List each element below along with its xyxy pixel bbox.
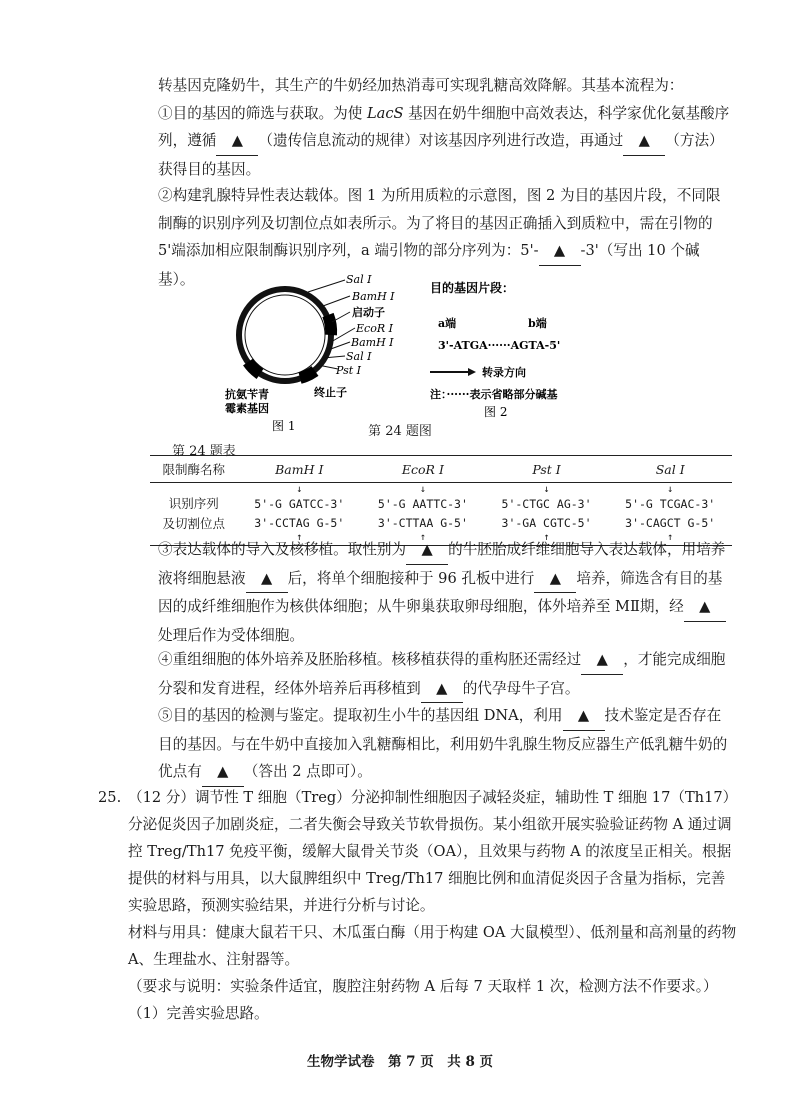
figure2-caption: 图 2 [484,405,508,419]
table-header-row [150,456,732,483]
cut-down-icon: ↓ [543,484,550,495]
terminator-block [300,371,315,378]
sequence-cell: ↓ 5'-G GATCC-3' 3'-CCTAG G-5' ↑ [237,483,361,546]
sequence-cell: ↓ 5'-CTGC AG-3' 3'-GA CGTC-5' ↑ [485,483,609,546]
figure1-caption: 图 1 [272,419,296,433]
label-sal-bottom: Sal Ⅰ [346,350,372,363]
enzyme-name: EcoR Ⅰ [361,456,485,483]
blank-11: ▲ [202,758,244,787]
enzyme-name: Pst Ⅰ [485,456,609,483]
label-bamh-bottom: BamH Ⅰ [351,336,394,349]
enzyme-name: BamH Ⅰ [237,456,361,483]
blank-6: ▲ [534,565,576,594]
row-header: 限制酶名称 [150,456,237,483]
step1-text: ①目的基因的筛选与获取。为使 LacS 基因在奶牛细胞中高效表达，科学家优化氨基酸序列，遵循 [158,104,730,149]
blank-4: ▲ [406,536,448,565]
figure-group [225,270,650,445]
label-bamh-top: BamH Ⅰ [352,290,395,303]
blank-9: ▲ [421,675,463,704]
cut-up-icon: ↑ [543,532,550,543]
row-label: 识别序列 及切割位点 [150,483,237,546]
question-25 [98,784,738,1027]
cut-up-icon: ↑ [419,532,426,543]
label-promoter: 启动子 [352,306,385,319]
blank-2: ▲ [623,127,665,156]
label-ecor: EcoR Ⅰ [356,322,393,335]
cut-down-icon: ↓ [419,484,426,495]
blank-3: ▲ [539,237,581,266]
step1-text-end: （方法）获得目的基因。 [158,132,724,178]
q25-materials: 材料与用具：健康大鼠若干只、木瓜蛋白酶（用于构建 OA 大鼠模型）、低剂量和高剂量的药物 A、生理盐水、注射器等。 [128,924,737,968]
arrowhead-icon [468,368,476,376]
end-b-label: b端 [528,317,547,330]
figure2-title: 目的基因片段： [430,281,515,295]
label-resistance-1: 抗氨苄青 [225,388,269,401]
page-footer: 生物学试卷 第 7 页 共 8 页 [306,1054,494,1070]
enzyme-table [150,455,732,546]
sequence-cell: ↓ 5'-G TCGAC-3' 3'-CAGCT G-5' ↑ [608,483,732,546]
q25-requirements: （要求与说明：实验条件适宜，腹腔注射药物 A 后每 7 天取样 1 次，检测方法不作要求。） [128,978,718,995]
label-sal-top: Sal Ⅰ [346,273,372,286]
cut-down-icon: ↓ [667,484,674,495]
blank-8: ▲ [581,646,623,675]
intro-text: 转基因克隆奶牛，其生产的牛奶经加热消毒可实现乳糖高效降解。其基本流程为： [158,77,684,94]
table-title: 第 24 题表 [172,444,236,459]
figure-group-caption: 第 24 题图 [368,424,432,439]
q25-stem: （12 分）调节性 T 细胞（Treg）分泌抑制性细胞因子减轻炎症，辅助性 T 细胞 17（Th17）分泌促炎因子加剧炎症，二者失衡会导致关节软骨损伤。某小组欲开展实验验证药物 A 通过调控 Treg/Th17 免疫平衡，缓解大鼠骨关节炎（OA），且效果与药物 A 的浓度呈正相关。根据提供的材料与用具，以大鼠脾组织中 Treg/Th17 细胞比例和血清促炎因子含量为指标，完善实验思路，预测实验结果，并进行分析与讨论。 [128,789,738,914]
cut-down-icon: ↓ [296,484,303,495]
blank-7: ▲ [684,593,726,622]
sequence-cell: ↓ 5'-G AATTC-3' 3'-CTTAA G-5' ↑ [361,483,485,546]
cut-up-icon: ↑ [667,532,674,543]
figure2-note: 注：······表示省略部分碱基 [430,388,558,401]
step2-text-end: -3'（写出 10 个碱基）。 [158,242,700,288]
plasmid-diagram [225,273,395,433]
label-pst: Pst Ⅰ [336,364,362,377]
step1-text-cont: （遗传信息流动的规律）对该基因序列进行改造，再通过 [258,132,624,149]
gene-fragment-diagram [430,280,560,419]
cut-up-icon: ↑ [296,532,303,543]
promoter-block [328,315,331,335]
blank-1: ▲ [216,127,258,156]
step4-paragraph: ④重组细胞的体外培养及胚胎移植。核移植获得的重构胚还需经过 ▲ ，才能完成细胞分裂和发育进程，经体外培养后再移植到 ▲ 的代孕母牛子宫。 [158,646,733,703]
end-a-label: a端 [438,317,457,330]
question-number: 25. [98,789,122,806]
blank-10: ▲ [563,702,605,731]
step2-text: ②构建乳腺特异性表达载体。图 1 为所用质粒的示意图，图 2 为目的基因片段，不同限制酶的识别序列及切割位点如表所示。为了将目的基因正确插入到质粒中，需在引物的 5'端添加相应限制酶识别序列，a 端引物的部分序列为：5'- [158,187,721,259]
blank-5: ▲ [246,565,288,594]
label-resistance-2: 霉素基因 [225,402,269,415]
step5-paragraph: ⑤目的基因的检测与鉴定。提取初生小牛的基因组 DNA，利用 ▲ 技术鉴定是否存在目的基因。与在牛奶中直接加入乳糖酶相比，利用奶牛乳腺生物反应器生产低乳糖牛奶的优点有 ▲ （答出 2 点即可）。 [158,702,733,787]
enzyme-name: Sal Ⅰ [608,456,732,483]
q25-subquestion-1: （1）完善实验思路。 [128,1005,269,1022]
intro-paragraph [158,72,733,183]
gene-sequence: 3'-ATGA······AGTA-5' [438,339,561,352]
step3-paragraph: ③表达载体的导入及核移植。取性别为 ▲ 的牛胚胎成纤维细胞导入表达载体，用培养液将细胞悬液 ▲ 后，将单个细胞接种于 96 孔板中进行 ▲ 培养，筛选含有目的基因的成纤维细胞作为核供体细胞；从牛卵巢获取卵母细胞，体外培养至 MⅡ期，经 ▲处理后作为受体细胞。 [158,536,733,649]
resistance-block [248,362,260,374]
transcription-direction-label: 转录方向 [482,366,526,379]
label-terminator: 终止子 [314,386,347,399]
